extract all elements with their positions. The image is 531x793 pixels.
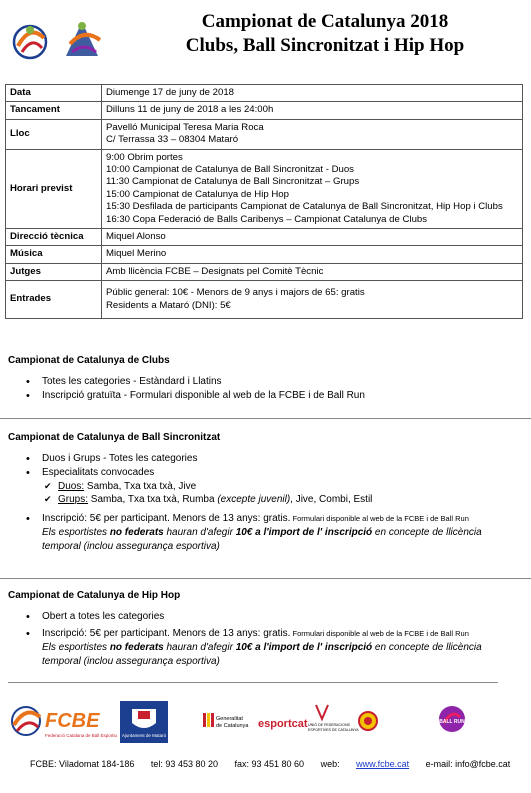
- note-bold: 10€ a l'import de l' inscripció: [235, 642, 373, 653]
- schedule-line: 11:30 Campionat de Catalunya de Ball Sincronitzat – Grups: [106, 176, 360, 188]
- fcbe-logo-icon: [12, 707, 118, 738]
- ufec-logo-icon: [308, 705, 359, 744]
- title-line-2: Clubs, Ball Sincronitzat i Hip Hop: [185, 35, 465, 56]
- grups-text-end: , Jive, Combi, Estil: [290, 494, 373, 505]
- fcbe-emblem-icon: [14, 26, 46, 58]
- label-tancament: Tancament: [6, 102, 102, 119]
- note-bold: 10€ a l'import de l' inscripció: [235, 527, 373, 538]
- note-part: Els esportistes: [42, 642, 110, 653]
- svg-text:de Catalunya: de Catalunya: [216, 723, 249, 729]
- label-lloc: Lloc: [6, 119, 102, 149]
- list-item-inscripcio: [8, 627, 508, 641]
- row-jutges: [6, 263, 523, 280]
- schedule-line: 15:00 Campionat de Catalunya de Hip Hop: [106, 188, 289, 200]
- inscripcio-form-note: Formulari disponible al web de la FCBE i de Ball Run: [290, 629, 469, 638]
- duos-text: Samba, Txa txa txà, Jive: [84, 481, 197, 492]
- section-heading: Campionat de Catalunya de Hip Hop: [8, 590, 181, 601]
- fcbe-subtitle: Federació Catalana de Ball Esportiu: [45, 733, 118, 738]
- row-lloc: [6, 119, 523, 149]
- value-data: Diumenge 17 de juny de 2018: [102, 85, 523, 102]
- license-note-end: temporal (inclou assegurança esportiva): [42, 656, 220, 667]
- section-heading: Campionat de Catalunya de Ball Sincronitzat: [8, 432, 221, 443]
- list-item: • Obert a totes les categories: [8, 610, 508, 624]
- divider: [0, 578, 531, 579]
- check-item-grups: [8, 493, 508, 506]
- row-musica: [6, 246, 523, 263]
- list-item: • Totes les categories - Estàndard i Llatins: [8, 375, 508, 389]
- divider: [8, 682, 498, 683]
- grups-text: Samba, Txa txa txà, Rumba: [88, 494, 218, 505]
- fcbe-wordmark: FCBE: [45, 710, 100, 732]
- ajuntament-text: Ajuntament de Mataró: [121, 733, 167, 738]
- footer-contact: [30, 759, 524, 769]
- footer-phone: tel: 93 453 80 20: [150, 759, 218, 769]
- label-jutges: Jutges: [6, 263, 102, 280]
- license-note: [8, 641, 508, 655]
- note-part: Els esportistes: [42, 527, 110, 538]
- section-heading: Campionat de Catalunya de Clubs: [8, 355, 170, 366]
- medal-logo-icon: [359, 712, 377, 730]
- page-title: [135, 10, 515, 58]
- sponsor-logos: [8, 697, 523, 747]
- license-note: [8, 526, 508, 540]
- value-horari: [102, 149, 523, 228]
- schedule-line: 9:00 Obrim portes: [106, 151, 183, 163]
- schedule-line: 15:30 Desfilada de participants Campionat de Catalunya de Ball Sincronitzat, Hip Hop i Clubs: [106, 201, 503, 213]
- section-sincronitzat: [8, 432, 508, 554]
- label-horari: Horari previst: [6, 149, 102, 228]
- website-link[interactable]: www.fcbe.cat: [356, 759, 410, 769]
- federation-emblem-icon: [66, 22, 100, 56]
- value-tancament: Dilluns 11 de juny de 2018 a les 24:00h: [102, 102, 523, 119]
- value-musica: Miquel Merino: [102, 246, 523, 263]
- ballrun-logo-icon: [436, 705, 468, 733]
- label-direccio: Direcció tècnica: [6, 229, 102, 246]
- list-item: • Especialitats convocades: [8, 466, 508, 480]
- list-item: • Inscripció gratuïta - Formulari disponible al web de la FCBE i de Ball Run: [8, 389, 508, 403]
- venue-name: Pavelló Municipal Teresa Maria Roca: [106, 121, 264, 133]
- section-hiphop: [8, 590, 508, 669]
- note-part: hauran d'afegir: [163, 527, 236, 538]
- row-data: [6, 85, 523, 102]
- divider: [0, 418, 531, 419]
- schedule-line: 10:00 Campionat de Catalunya de Ball Sincronitzat - Duos: [106, 164, 354, 176]
- schedule-line: 16:30 Copa Federació de Balls Caribenys – Campionat Catalunya de Clubs: [106, 213, 428, 225]
- list-item-inscripcio: [8, 512, 508, 526]
- grups-exception: (excepte juvenil): [217, 494, 291, 505]
- web-label: web:: [320, 759, 343, 769]
- note-part: en concepte de llicència: [372, 642, 482, 653]
- label-entrades: Entrades: [6, 281, 102, 319]
- check-item-duos: [8, 480, 508, 493]
- list-item: • Duos i Grups - Totes les categories: [8, 452, 508, 466]
- footer-address: FCBE: Viladomat 184-186: [30, 759, 135, 769]
- license-note-end: temporal (inclou assegurança esportiva): [42, 541, 220, 552]
- ballrun-wordmark: BALL RUN: [439, 719, 465, 725]
- duos-label: Duos:: [58, 481, 85, 492]
- ufec-text: UNIÓ DE FEDERACIONS ESPORTIVES DE CATALUNYA: [308, 743, 335, 744]
- label-musica: Música: [6, 246, 102, 263]
- title-line-1: Campionat de Catalunya 2018: [201, 11, 449, 32]
- inscripcio-text: Inscripció: 5€ per participant. Menors de 13 anys: gratis.: [42, 513, 291, 524]
- venue-address: C/ Terrassa 33 – 08304 Mataró: [106, 134, 239, 146]
- footer-web: [321, 759, 410, 769]
- generalitat-text: Generalitat de Catalunya: [203, 741, 215, 742]
- footer-fax: fax: 93 451 80 60: [234, 759, 305, 769]
- svg-text:Generalitat: Generalitat: [216, 716, 243, 722]
- event-info-table: [5, 84, 523, 319]
- price-residents: Residents a Mataró (DNI): 5€: [106, 299, 231, 311]
- value-entrades: [102, 281, 523, 319]
- grups-label: Grups:: [58, 494, 89, 505]
- note-part: hauran d'afegir: [163, 642, 236, 653]
- ajuntament-logo-icon: [120, 701, 168, 743]
- footer-email[interactable]: e-mail: info@fcbe.cat: [425, 759, 511, 769]
- esportcat-logo-icon: [258, 718, 308, 730]
- value-direccio: Miquel Alonso: [102, 229, 523, 246]
- generalitat-logo-icon: [203, 713, 249, 742]
- label-data: Data: [6, 85, 102, 102]
- row-horari: [6, 149, 523, 228]
- value-lloc: [102, 119, 523, 149]
- price-general: Públic general: 10€ - Menors de 9 anys i majors de 65: gratis: [106, 287, 365, 299]
- note-bold: no federats: [109, 642, 164, 653]
- row-tancament: [6, 102, 523, 119]
- svg-text:UNIÓ DE FEDERACIONS: UNIÓ DE FEDERACIONS: [308, 723, 350, 727]
- value-jutges: Amb llicència FCBE – Designats pel Comitè Tècnic: [102, 263, 523, 280]
- federation-logos: [8, 14, 108, 64]
- note-part: en concepte de llicència: [372, 527, 482, 538]
- svg-text:ESPORTIVES DE CATALUNYA: ESPORTIVES DE CATALUNYA: [308, 728, 359, 732]
- row-direccio: [6, 229, 523, 246]
- row-entrades: [6, 281, 523, 319]
- inscripcio-text: Inscripció: 5€ per participant. Menors de 13 anys: gratis.: [42, 628, 291, 639]
- section-clubs: [8, 355, 508, 403]
- inscripcio-form-note: Formulari disponible al web de la FCBE i de Ball Run: [290, 514, 469, 523]
- note-bold: no federats: [109, 527, 164, 538]
- esportcat-wordmark: esportcat: [258, 718, 308, 730]
